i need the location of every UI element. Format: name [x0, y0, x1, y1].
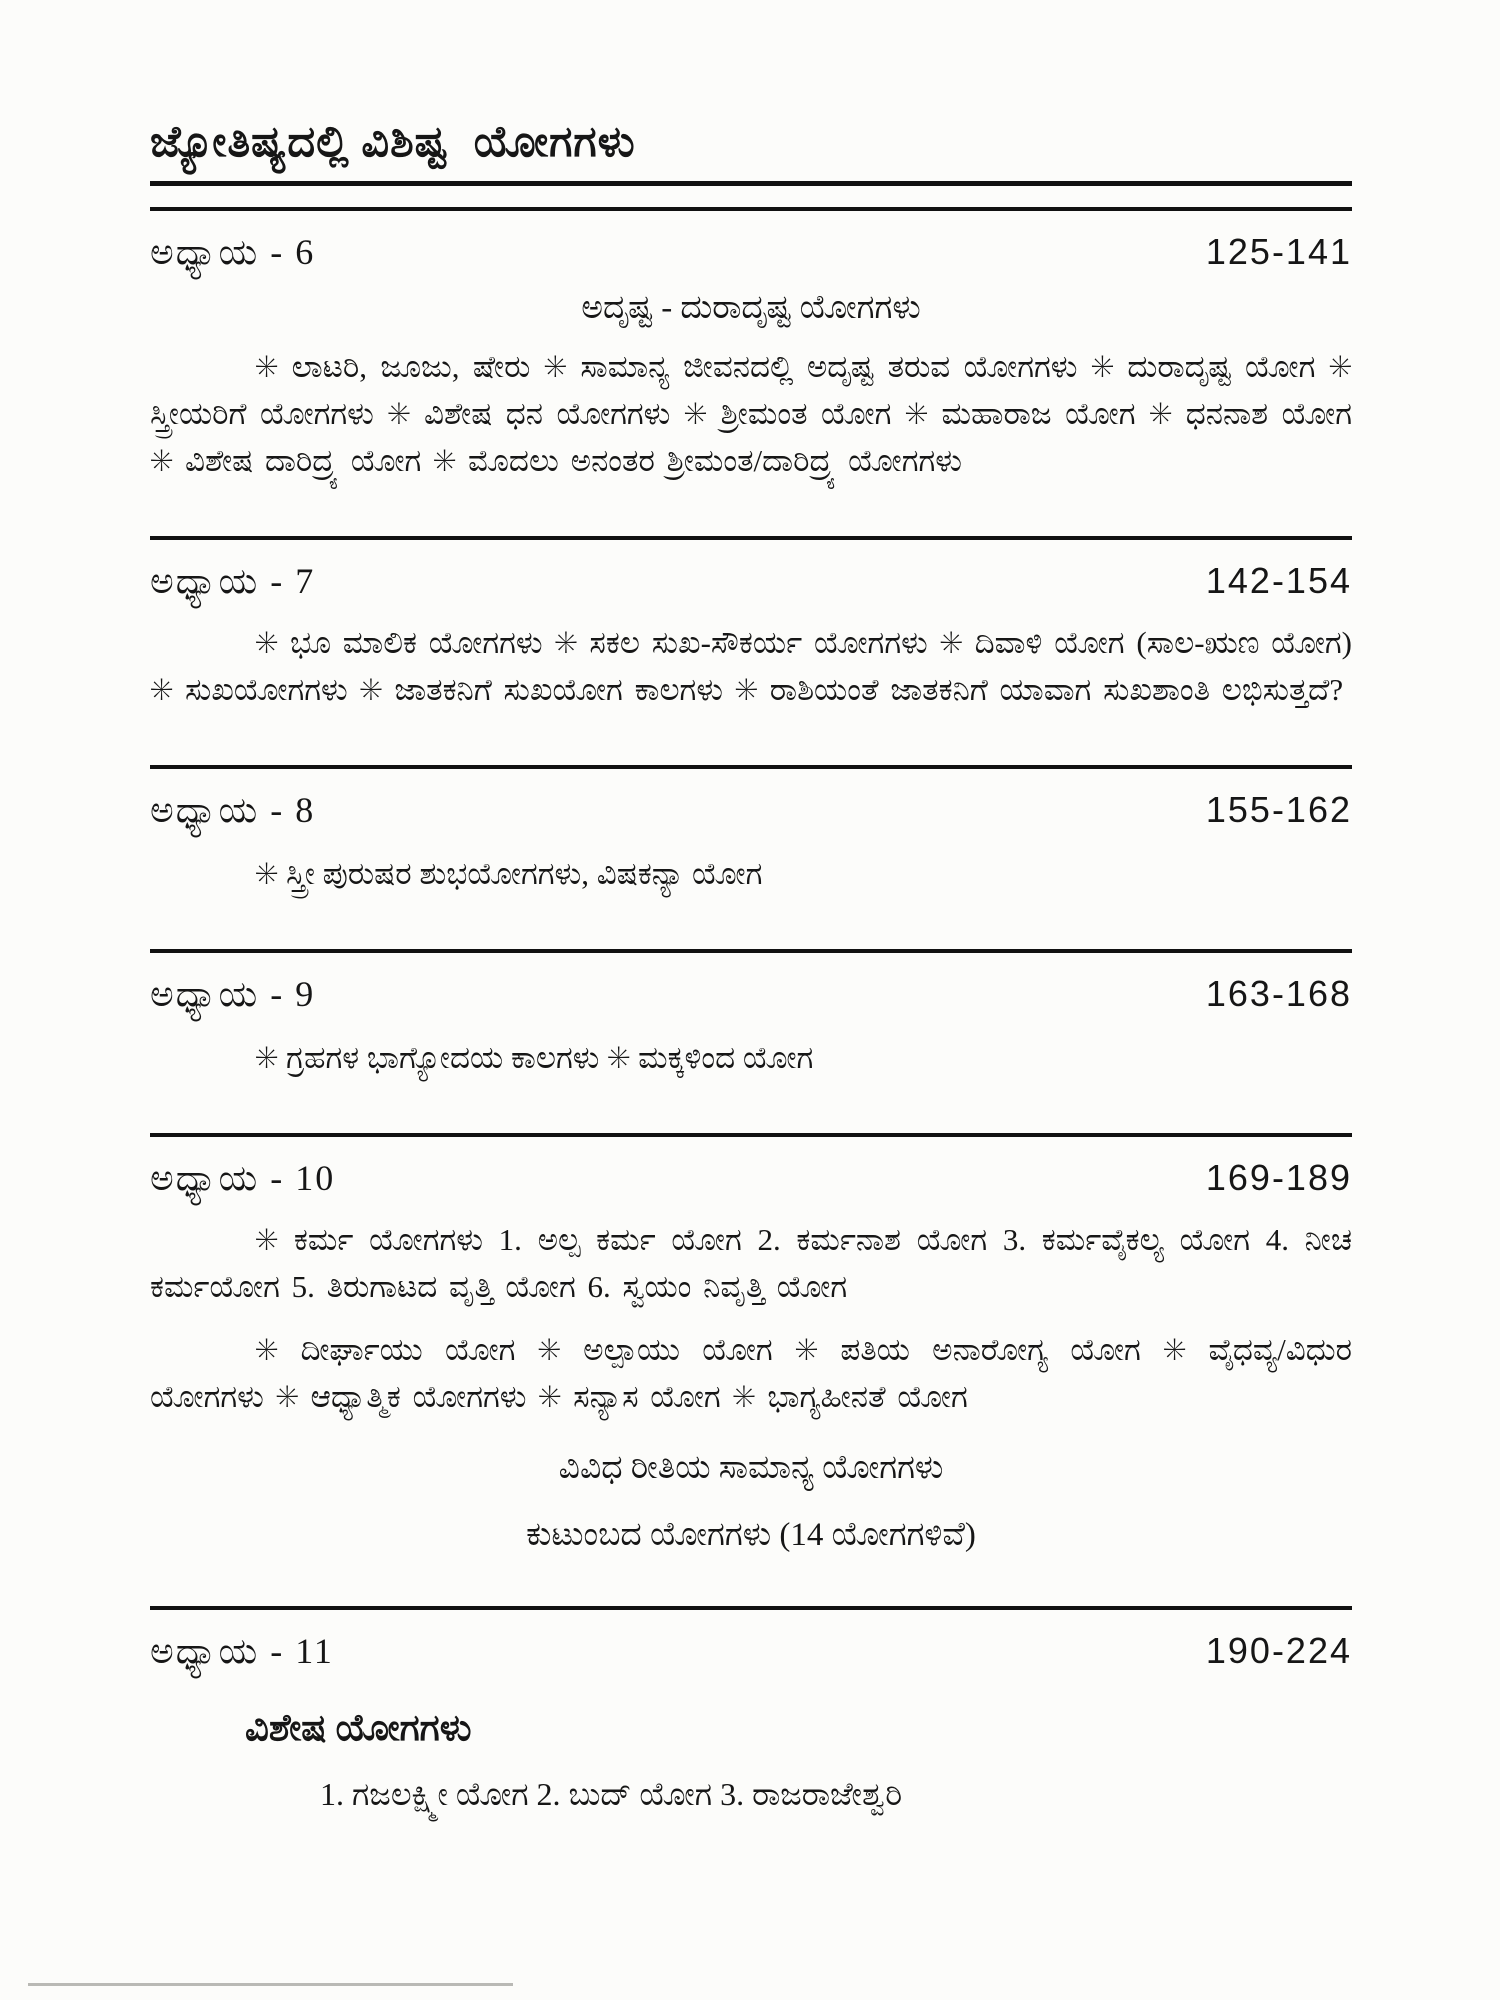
chapter-page-range: 169-189 [1205, 1157, 1352, 1198]
header-title-bold: ಯೋಗಗಳು [473, 119, 636, 166]
chapter-section-9 [150, 949, 1352, 1107]
chapter-label: ಅಧ್ಯಾಯ - 8 [150, 790, 316, 830]
chapter-page-range: 155-162 [1205, 789, 1352, 830]
header-title-regular: ಜ್ಯೋತಿಷ್ಯದಲ್ಲಿ ವಿಶಿಷ್ಟ [150, 119, 449, 166]
chapter-group-title: ವಿವಿಧ ರೀತಿಯ ಸಾಮಾನ್ಯ ಯೋಗಗಳು [558, 1450, 944, 1486]
chapter-section-6 [150, 207, 1352, 510]
chapter-label: ಅಧ್ಯಾಯ - 9 [150, 974, 316, 1014]
chapter-topics: 1. ಗಜಲಕ್ಷ್ಮೀ ಯೋಗ 2. ಬುದ್ ಯೋಗ 3. ರಾಜರಾಜೇಶ್ವರಿ [320, 1776, 903, 1812]
chapter-topics: ✳ ಕರ್ಮ ಯೋಗಗಳು 1. ಅಲ್ಪ ಕರ್ಮ ಯೋಗ 2. ಕರ್ಮನಾಶ ಯೋಗ 3. ಕರ್ಮವೈಕಲ್ಯ ಯೋಗ 4. ನೀಚ ಕರ್ಮಯೋಗ 5. ತಿರುಗಾಟದ ವೃತ್ತಿ ಯೋಗ 6. ಸ್ವಯಂ ನಿವೃತ್ತಿ ಯೋಗ [150, 1222, 1352, 1304]
chapter-section-10 [150, 1133, 1352, 1580]
chapter-subtitle: ಅದೃಷ್ಟ - ದುರಾದೃಷ್ಟ ಯೋಗಗಳು [581, 290, 921, 326]
scan-artifact-line [28, 1983, 513, 1986]
chapter-heading-row [150, 789, 1352, 832]
chapter-section-8 [150, 765, 1352, 923]
chapter-page-range: 163-168 [1205, 973, 1352, 1014]
chapter-heading-row [150, 560, 1352, 603]
chapter-label: ಅಧ್ಯಾಯ - 11 [150, 1631, 334, 1671]
chapter-topics: ✳ ಭೂ ಮಾಲಿಕ ಯೋಗಗಳು ✳ ಸಕಲ ಸುಖ-ಸೌಕರ್ಯ ಯೋಗಗಳು ✳ ದಿವಾಳಿ ಯೋಗ (ಸಾಲ-ಋಣ ಯೋಗ) ✳ ಸುಖಯೋಗಗಳು ✳ ಜಾತಕನಿಗೆ ಸುಖಯೋಗ ಕಾಲಗಳು ✳ ರಾಶಿಯಂತೆ ಜಾತಕನಿಗೆ ಯಾವಾಗ ಸುಖಶಾಂತಿ ಲಭಿಸುತ್ತದೆ? [150, 625, 1352, 707]
chapter-section-11 [150, 1606, 1352, 1814]
chapter-group-title: ಕುಟುಂಬದ ಯೋಗಗಳು (14 ಯೋಗಗಳಿವೆ) [526, 1517, 976, 1553]
chapter-subheading: ವಿಶೇಷ ಯೋಗಗಳು [245, 1708, 472, 1749]
chapter-topics: ✳ ದೀರ್ಘಾಯು ಯೋಗ ✳ ಅಲ್ಪಾಯು ಯೋಗ ✳ ಪತಿಯ ಅನಾರೋಗ್ಯ ಯೋಗ ✳ ವೈಧವ್ಯ/ವಿಧುರ ಯೋಗಗಳು ✳ ಆಧ್ಯಾತ್ಮಿಕ ಯೋಗಗಳು ✳ ಸನ್ಯಾಸ ಯೋಗ ✳ ಭಾಗ್ಯಹೀನತೆ ಯೋಗ [150, 1332, 1352, 1414]
table-of-contents [150, 118, 1352, 1814]
chapter-heading-row [150, 1630, 1352, 1673]
chapter-topics: ✳ ಸ್ತ್ರೀ ಪುರುಷರ ಶುಭಯೋಗಗಳು, ವಿಷಕನ್ಯಾ ಯೋಗ [255, 856, 763, 891]
chapter-section-7 [150, 536, 1352, 739]
chapter-label: ಅಧ್ಯಾಯ - 6 [150, 232, 316, 272]
chapter-page-range: 125-141 [1205, 231, 1352, 272]
chapter-topics: ✳ ಲಾಟರಿ, ಜೂಜು, ಷೇರು ✳ ಸಾಮಾನ್ಯ ಜೀವನದಲ್ಲಿ ಅದೃಷ್ಟ ತರುವ ಯೋಗಗಳು ✳ ದುರಾದೃಷ್ಟ ಯೋಗ ✳ ಸ್ತ್ರೀಯರಿಗೆ ಯೋಗಗಳು ✳ ವಿಶೇಷ ಧನ ಯೋಗಗಳು ✳ ಶ್ರೀಮಂತ ಯೋಗ ✳ ಮಹಾರಾಜ ಯೋಗ ✳ ಧನನಾಶ ಯೋಗ ✳ ವಿಶೇಷ ದಾರಿದ್ರ್ಯ ಯೋಗ ✳ ಮೊದಲು ಅನಂತರ ಶ್ರೀಮಂತ/ದಾರಿದ್ರ್ಯ ಯೋಗಗಳು [150, 349, 1352, 478]
chapter-label: ಅಧ್ಯಾಯ - 10 [150, 1158, 336, 1198]
chapter-label: ಅಧ್ಯಾಯ - 7 [150, 561, 316, 601]
chapter-topics: ✳ ಗ್ರಹಗಳ ಭಾಗ್ಯೋದಯ ಕಾಲಗಳು ✳ ಮಕ್ಕಳಿಂದ ಯೋಗ [255, 1040, 814, 1075]
chapter-page-range: 190-224 [1205, 1630, 1352, 1671]
chapter-heading-row [150, 973, 1352, 1016]
chapter-heading-row [150, 1157, 1352, 1200]
chapter-heading-row [150, 231, 1352, 274]
chapter-page-range: 142-154 [1205, 560, 1352, 601]
page-header [150, 118, 1352, 186]
